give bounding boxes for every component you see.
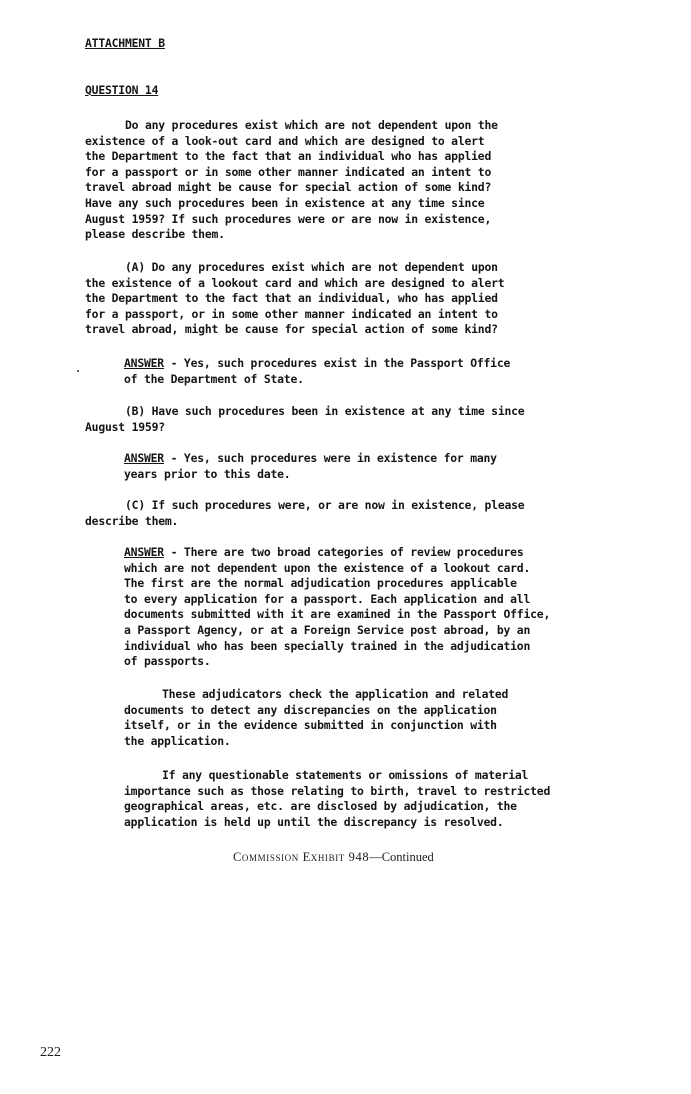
part-c-paragraph-3 xyxy=(124,768,550,830)
text-line: (C) If such procedures were, or are now in existence, please xyxy=(125,498,525,512)
text-line: a Passport Agency, or at a Foreign Service post abroad, by an xyxy=(124,622,531,637)
text-line: individual who has been specially trained in the adjudication xyxy=(124,638,531,653)
page-number: 222 xyxy=(40,1045,61,1060)
attachment-heading: ATTACHMENT B xyxy=(85,36,165,50)
text-line: the Department to the fact that an individual who has applied xyxy=(85,149,492,164)
text-line: the existence of a lookout card and which are designed to alert xyxy=(85,275,505,290)
text-line xyxy=(124,545,550,561)
text-line: If any questionable statements or omissions of material xyxy=(162,768,529,782)
text-line: for a passport, or in some other manner indicated an intent to xyxy=(85,306,498,321)
text-line: importance such as those relating to birth, travel to restricted xyxy=(124,783,551,798)
text-line: which are not dependent upon the existence of a lookout card. xyxy=(124,560,531,575)
text-line: These adjudicators check the application and related xyxy=(162,687,509,701)
part-a-question xyxy=(85,260,504,338)
text-line: (B) Have such procedures been in existence at any time since xyxy=(125,404,525,418)
text-line xyxy=(124,356,510,372)
text-line: (A) Do any procedures exist which are not dependent upon xyxy=(125,260,498,274)
text-line: itself, or in the evidence submitted in conjunction with xyxy=(124,718,497,733)
caption-continued: —Continued xyxy=(369,850,434,864)
text-line: application is held up until the discrepancy is resolved. xyxy=(124,814,504,829)
answer-text: - Yes, such procedures exist in the Passport Office xyxy=(163,356,511,370)
intro-paragraph xyxy=(85,118,498,243)
part-b-question xyxy=(85,404,524,435)
text-line: for a passport or in some other manner indicated an intent to xyxy=(85,164,492,179)
part-c-answer xyxy=(124,545,550,670)
part-b-answer xyxy=(124,451,497,482)
text-line: travel abroad might be cause for special action of some kind? xyxy=(85,180,492,195)
text-line: of the Department of State. xyxy=(124,371,304,386)
text-line: documents to detect any discrepancies on the application xyxy=(124,702,497,717)
text-line: to every application for a passport. Each application and all xyxy=(124,591,531,606)
text-line: The first are the normal adjudication procedures applicable xyxy=(124,576,517,591)
text-line: geographical areas, etc. are disclosed by adjudication, the xyxy=(124,799,517,814)
part-a-answer xyxy=(124,356,510,387)
text-line xyxy=(124,451,497,467)
text-line: the Department to the fact that an individual, who has applied xyxy=(85,291,498,306)
text-line: Do any procedures exist which are not dependent upon the xyxy=(125,118,498,132)
exhibit-caption xyxy=(233,850,434,865)
part-c-paragraph-2 xyxy=(124,687,508,749)
text-line: Have any such procedures been in existence at any time since xyxy=(85,195,485,210)
answer-text: - There are two broad categories of review procedures xyxy=(163,545,524,559)
text-line: please describe them. xyxy=(85,227,225,242)
text-line: the application. xyxy=(124,733,231,748)
text-line: describe them. xyxy=(85,513,179,528)
text-line: existence of a look-out card and which are designed to alert xyxy=(85,133,485,148)
caption-exhibit: Commission Exhibit 948 xyxy=(233,850,370,864)
scan-speck xyxy=(77,370,79,372)
text-line: of passports. xyxy=(124,654,211,669)
text-line: documents submitted with it are examined in the Passport Office, xyxy=(124,607,551,622)
answer-text: - Yes, such procedures were in existence for many xyxy=(163,451,497,465)
text-line: years prior to this date. xyxy=(124,466,291,481)
text-line: August 1959? If such procedures were or are now in existence, xyxy=(85,211,492,226)
text-line: travel abroad, might be cause for special action of some kind? xyxy=(85,322,498,337)
part-c-question xyxy=(85,498,524,529)
answer-label: ANSWER xyxy=(124,545,164,559)
question-heading: QUESTION 14 xyxy=(85,83,159,97)
text-line: August 1959? xyxy=(85,419,165,434)
answer-label: ANSWER xyxy=(124,451,164,465)
answer-label: ANSWER xyxy=(124,356,164,370)
